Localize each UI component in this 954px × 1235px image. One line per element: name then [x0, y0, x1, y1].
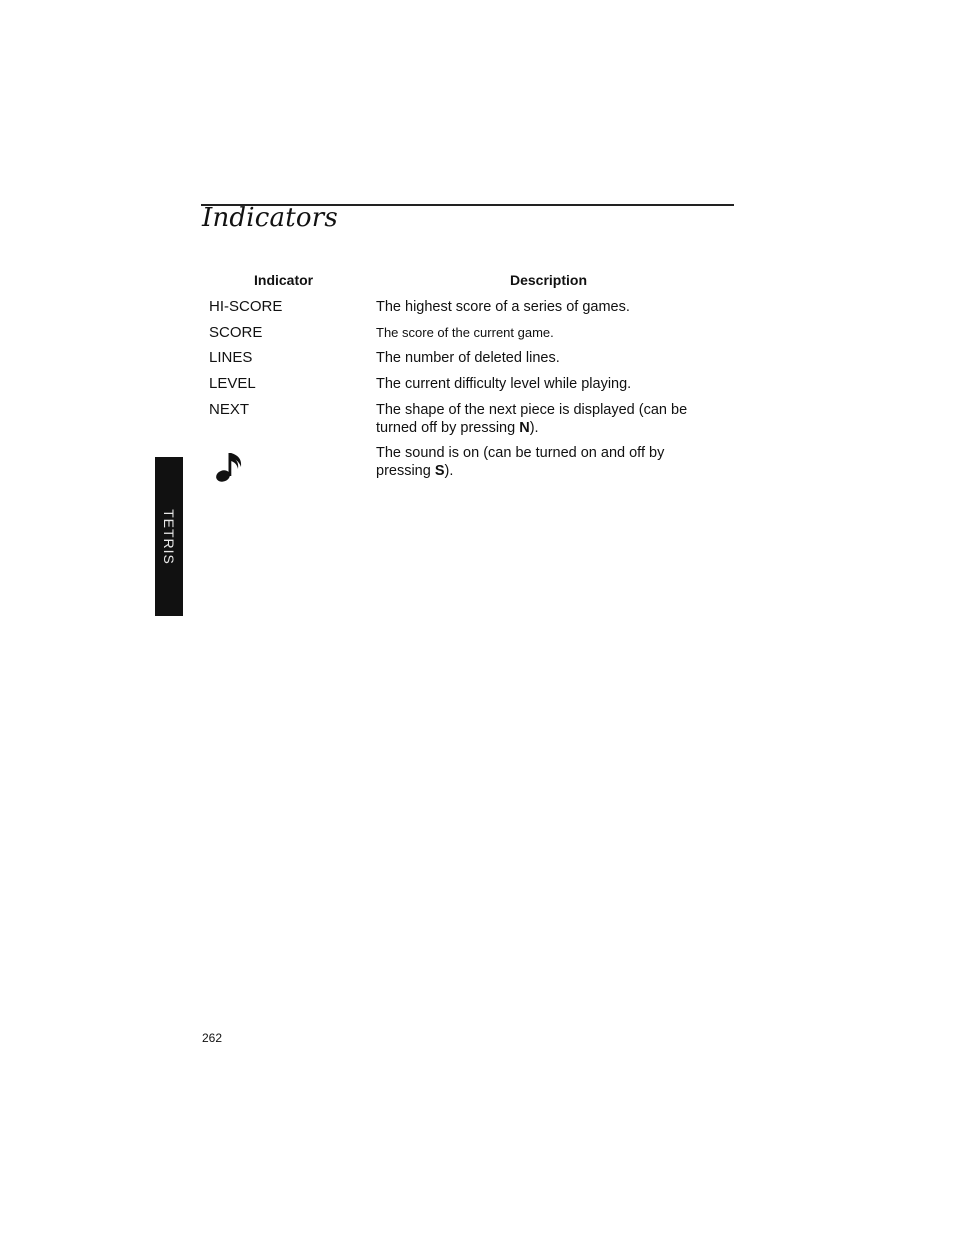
- key-s: S: [434, 463, 445, 479]
- description-score: The score of the current game.: [376, 325, 554, 340]
- music-note-icon: [214, 448, 250, 484]
- indicator-lines: LINES: [209, 349, 253, 366]
- description-column-header: Description: [510, 272, 588, 288]
- indicator-score: SCORE: [209, 324, 263, 341]
- indicator-level: LEVEL: [209, 375, 256, 392]
- side-tab-label: TETRIS: [161, 508, 177, 565]
- indicator-hi-score: HI-SCORE: [209, 298, 283, 315]
- section-title: Indicators: [202, 203, 338, 233]
- key-n: N: [519, 420, 530, 436]
- side-tab: [155, 457, 183, 616]
- description-sound: The sound is on (can be turned on and off by pressing S).: [376, 445, 665, 479]
- indicator-column-header: Indicator: [254, 272, 314, 288]
- indicator-next: NEXT: [209, 401, 250, 418]
- description-hi-score: The highest score of a series of games.: [376, 299, 630, 315]
- description-level: The current difficulty level while playing.: [376, 376, 632, 392]
- description-next: The shape of the next piece is displayed (can be turned off by pressing N).: [376, 402, 688, 436]
- page-number: 262: [202, 1031, 223, 1045]
- description-lines: The number of deleted lines.: [376, 350, 560, 366]
